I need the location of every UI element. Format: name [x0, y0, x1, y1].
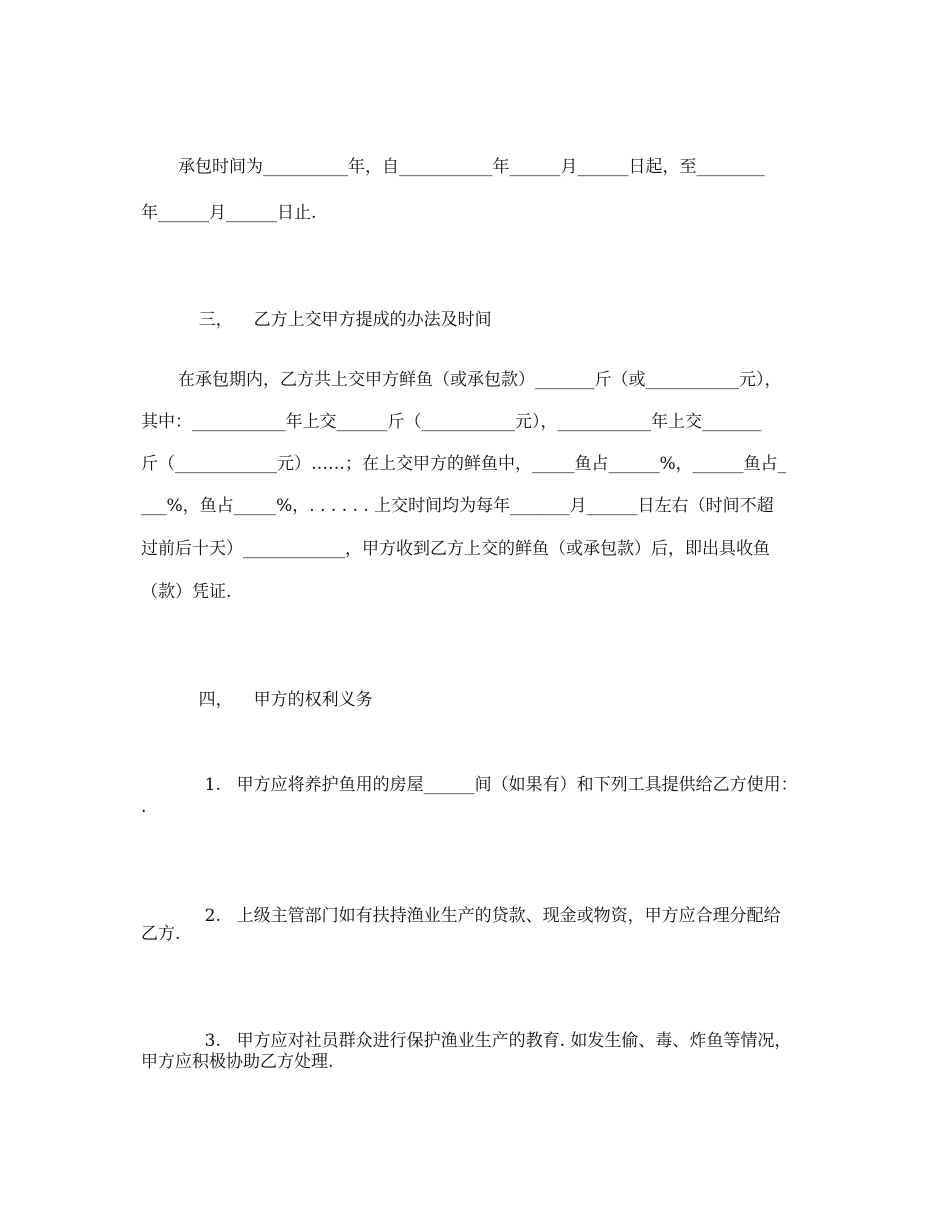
item-3-text: 甲方应对社员群众进行保护渔业生产的教育. 如发生偷、毒、炸鱼等情况， — [236, 1031, 792, 1051]
delivery-paragraph-line-5: 过前后十天）____________，甲方收到乙方上交的鲜鱼（或承包款）后，即出具收鱼 — [141, 539, 770, 559]
item-2-number: 2. — [204, 906, 221, 926]
item-3-line-1 — [183, 1005, 813, 1051]
section-3-title: 乙方上交甲方提成的办法及时间 — [253, 310, 492, 330]
section-3-heading — [177, 284, 849, 330]
item-1-line-2: . — [141, 797, 147, 817]
item-2-text: 上级主管部门如有扶持渔业生产的贷款、现金或物资，甲方应合理分配给 — [236, 906, 781, 926]
delivery-paragraph-line-4: ___%，鱼占_____%，. . . . . . 上交时间均为每年_______月______日左右（时间不超 — [141, 496, 774, 516]
term-paragraph-line-1: 承包时间为__________年，自___________年______月______日起，至________ — [178, 157, 765, 177]
item-2-line-1 — [183, 880, 813, 926]
delivery-paragraph-line-2: 其中：___________年上交______斤（___________元），___________年上交_______ — [141, 412, 762, 432]
section-4-title: 甲方的权利义务 — [253, 690, 373, 710]
item-1-line-1 — [183, 749, 813, 795]
delivery-paragraph-line-1: 在承包期内，乙方共上交甲方鲜鱼（或承包款）_______斤（或___________元）， — [178, 370, 782, 390]
item-1-number: 1. — [204, 775, 221, 795]
section-4-heading — [177, 664, 849, 710]
delivery-paragraph-line-6: （款）凭证. — [141, 582, 232, 602]
section-3-number: 三， — [198, 310, 233, 330]
item-2-line-2: 乙方. — [141, 924, 181, 944]
delivery-paragraph-line-3: 斤（____________元）……；在上交甲方的鲜鱼中，_____鱼占______%，______鱼占_ — [141, 454, 787, 474]
section-4-number: 四， — [198, 690, 233, 710]
item-3-line-2: 甲方应积极协助乙方处理. — [141, 1052, 334, 1072]
item-3-number: 3. — [204, 1031, 221, 1051]
term-paragraph-line-2: 年______月______日止. — [141, 203, 317, 223]
item-1-text: 甲方应将养护鱼用的房屋______间（如果有）和下列工具提供给乙方使用： — [236, 775, 798, 795]
